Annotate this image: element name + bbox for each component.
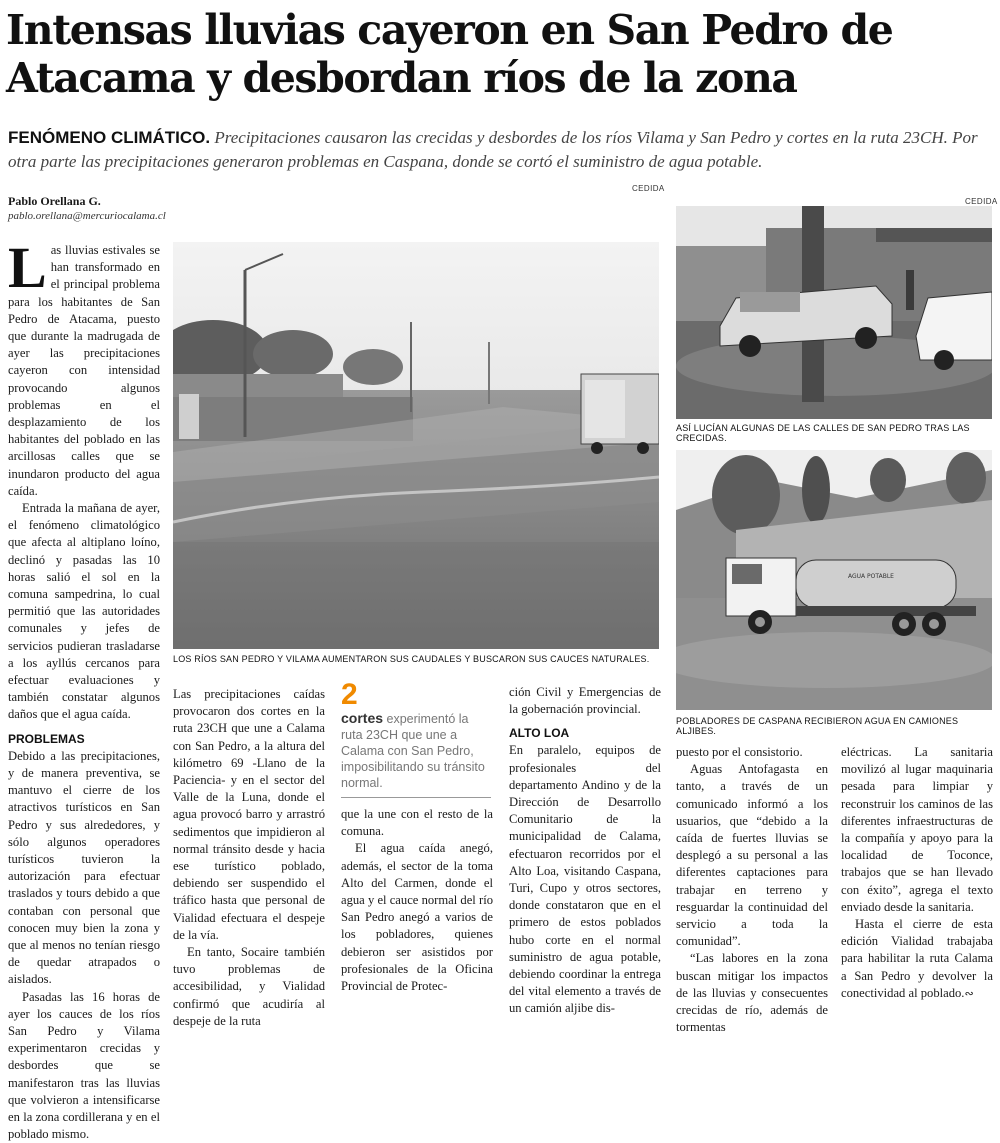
col1-paragraph-2: Entrada la mañana de ayer, el fenómeno climatológico que afecta al altiplano loíno, declinó y pasadas las 10 horas salió el sol en la comuna sampedrina, lo cual permitió que las autoridades comunales y jefes de servicios pudieran trasladarse a los ayllús cercanos para efectuar evaluaciones y también constatar algunos daños que el agua caída. [8, 501, 160, 722]
pull-quote-bold: cortes [341, 710, 384, 726]
col6-paragraph-1: eléctricas. La sanitaria movilizó al lugar maquinaria pesada para limpiar y reconstruir los caminos de las diferentes infraestructuras de la compañía y apoyo para la localidad de Toconce, trabajos que se han llevado con éxito”, agrega el texto enviado desde la sanitaria. [841, 745, 993, 914]
photo-credit-top: CEDIDA [632, 184, 665, 193]
article-column-3 [341, 806, 493, 995]
col4-paragraph-1: ción Civil y Emergencias de la gobernación provincial. [509, 685, 661, 717]
main-photo-caption: LOS RÍOS SAN PEDRO Y VILAMA AUMENTARON SUS CAUDALES Y BUSCARON SUS CAUCES NATURALES. [173, 654, 650, 664]
end-mark-icon: ∾ [964, 986, 974, 1000]
pull-quote-body: experimentó la ruta 23CH que une a Calama con San Pedro, imposibilitando su tránsito normal. [341, 712, 485, 790]
pull-quote [341, 680, 491, 798]
article-column-1 [8, 235, 160, 1143]
photo-credit-right: CEDIDA [965, 197, 998, 206]
col5-paragraph-3: “Las labores en la zona buscan mitigar los impactos de las lluvias y consecuentes crecidas de río, además de tormentas [676, 951, 828, 1035]
col6-paragraph-2-text: Hasta el cierre de esta edición Vialidad trabajaba para habilitar la ruta Calama a San Pedro y devolver la conectividad al poblado. [841, 917, 993, 1000]
lead-kicker: FENÓMENO CLIMÁTICO. [8, 128, 211, 147]
subhead-problemas: PROBLEMAS [8, 731, 85, 746]
pull-quote-number: 2 [341, 678, 358, 711]
pull-quote-rule [341, 797, 491, 798]
col1-paragraph-4: Pasadas las 16 horas de ayer los cauces de los ríos San Pedro y Vilama experimentaron crecidas y desbordes que se manifestaron tras las lluvias que volvieron a intensificarse en la zona cordillerana y en el poblado mismo. [8, 989, 160, 1142]
photo-flooded-streets-san-pedro [676, 206, 992, 419]
pull-quote-text [341, 710, 491, 791]
top-right-photo-caption: ASÍ LUCÍAN ALGUNAS DE LAS CALLES DE SAN PEDRO TRAS LAS CRECIDAS. [676, 423, 970, 443]
bottom-right-photo-caption: POBLADORES DE CASPANA RECIBIERON AGUA EN CAMIONES ALJIBES. [676, 716, 959, 736]
truck-tank-label: AGUA POTABLE [848, 573, 894, 580]
photo-water-truck-caspana [676, 450, 992, 710]
article-column-2 [173, 686, 325, 1030]
col1-paragraph-1: as lluvias estivales se han transformado en el principal problema para los habitantes de San Pedro de Atacama, puesto que durante la madrugada de ayer las precipitaciones cayeron con intensidad provocando algunos problemas en el desplazamiento de los habitantes del poblado en las arcillosas calles que se inundaron producto del agua caída. [8, 243, 160, 498]
col4-paragraph-2: En paralelo, equipos de profesionales del departamento Andino y de la Dirección de Desarrollo Comunitario de la municipalidad de Calama, efectuaron recorridos por el Alto Loa, visitando Caspana, Turi, Cupo y otros sectores, donde constataron que en el primero de estos poblados hubo corte en el normal suministro de agua potable, debiendo coordinar la entrega del vital elemento a través de un camión aljibe dis- [509, 743, 661, 1016]
col2-paragraph-2: En tanto, Socaire también tuvo problemas de accesibilidad, y Vialidad confirmó que acudiría al despeje de la ruta [173, 945, 325, 1028]
col1-paragraph-3: Debido a las precipitaciones, y de manera preventiva, se mantuvo el cierre de los atractivos turísticos en San Pedro y sus alrededores, y sólo algunos operadores turísticos tuvieron la autorización para efectuar traslados y tours debido a que contaban con personal que conocen muy bien la zona y que al menos no tenían riesgo de quedar atrapados o aislados. [8, 748, 160, 987]
article-column-4 [509, 684, 661, 1018]
col3-paragraph-1: que la une con el resto de la comuna. [341, 807, 493, 839]
col5-paragraph-2: Aguas Antofagasta en tanto, a través de un comunicado informó a los usuarios, que “debido a la caída de fuertes lluvias se desplegó a su personal a las diferentes captaciones para trabajar en terreno y resguardar la continuidad del servicio a toda la comunidad”. [676, 762, 828, 949]
byline-email: pablo.orellana@mercuriocalama.cl [8, 210, 166, 222]
headline: Intensas lluvias cayeron en San Pedro de Atacama y desbordan ríos de la zona [6, 6, 893, 102]
byline-author: Pablo Orellana G. [8, 194, 101, 208]
col3-paragraph-2: El agua caída anegó, además, el sector de la toma Alto del Carmen, donde el agua y el cauce normal del río San Pedro anegó a varios de los pobladores, quienes debieron ser asistidos por profesionales de la Oficina Provincial de Protec- [341, 841, 493, 994]
lead-paragraph [8, 126, 996, 174]
col6-paragraph-2 [841, 916, 993, 1002]
main-photo-flooded-street [173, 242, 659, 649]
article-column-6 [841, 744, 993, 1002]
col5-paragraph-1: puesto por el consistorio. [676, 745, 803, 759]
lead-text: Precipitaciones causaron las crecidas y desbordes de los ríos Vilama y San Pedro y cortes en la ruta 23CH. Por otra parte las precipitaciones generaron problemas en Caspana, donde se cortó el suministro de agua potable. [8, 128, 978, 171]
drop-cap: L [8, 235, 47, 300]
article-column-5 [676, 744, 828, 1036]
col2-paragraph-1: Las precipitaciones caídas provocaron dos cortes en la ruta 23CH que une a Calama con San Pedro, a la altura del kilómetro 69 -Llano de la Paciencia- y en el sector del Valle de la Luna, donde el agua provocó barro y arrastró sedimentos que impidieron al normal tránsito desde y hacia ese turístico poblado, debiendo ser suspendido el tráfico hasta que personal de Vialidad efectuara el despeje de la vía. [173, 687, 325, 942]
subhead-alto-loa: ALTO LOA [509, 726, 570, 741]
